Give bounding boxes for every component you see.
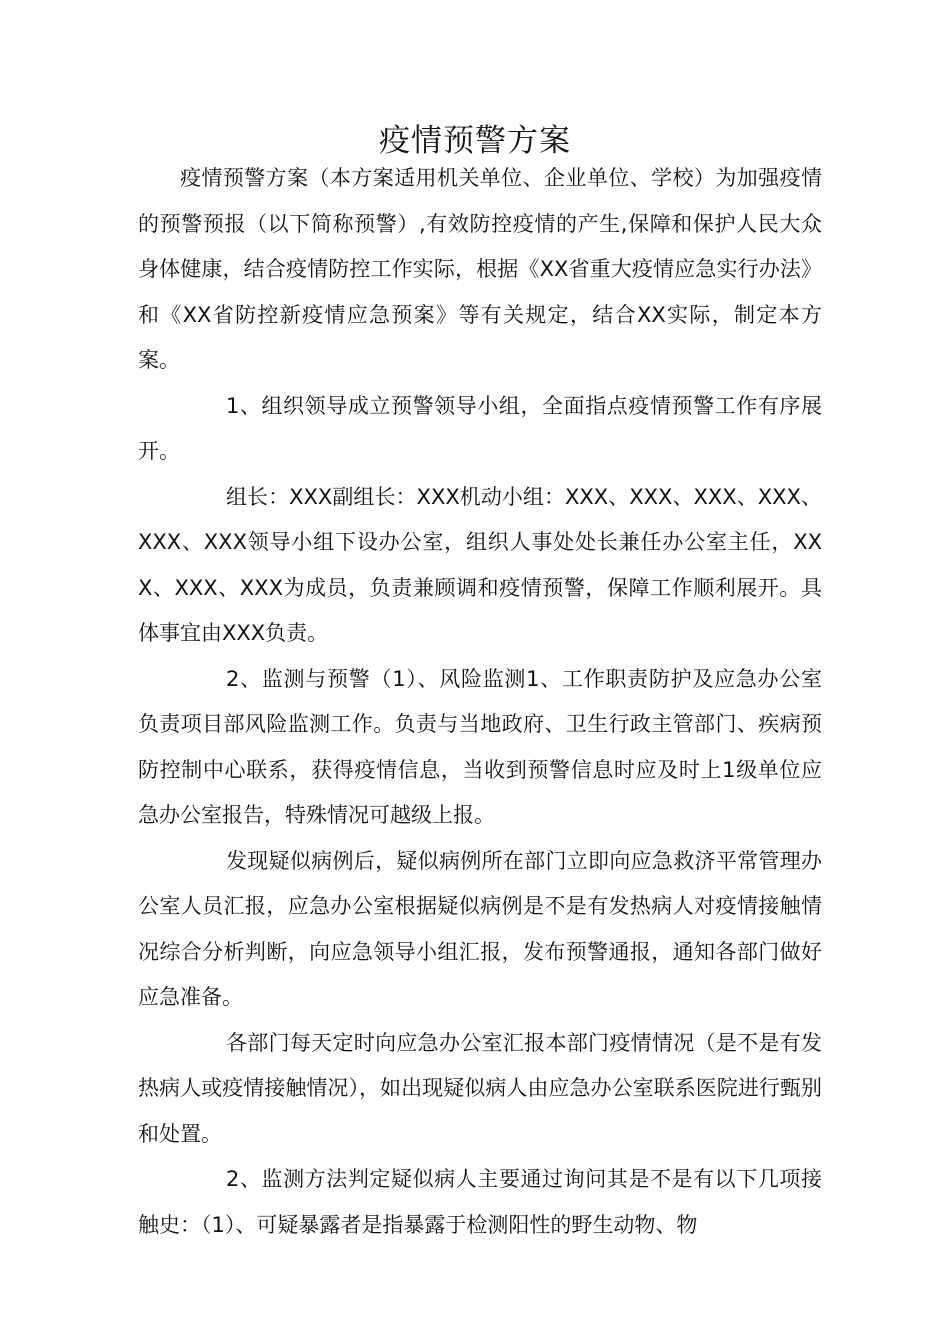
paragraph-daily-report: 各部门每天定时向应急办公室汇报本部门疫情情况（是不是有发热病人或疫情接触情况），如出现疑似病人由应急办公室联系医院进行甄别和处置。 (138, 1030, 822, 1146)
paragraph-intro: 疫情预警方案（本方案适用机关单位、企业单位、学校）为加强疫情的预警预报（以下简称预警）,有效防控疫情的产生,保障和保护人民大众身体健康，结合疫情防控工作实际，根据《XX省重大疫情应急实行办法》和《XX省防控新疫情应急预案》等有关规定，结合XX实际，制定本方案。 (138, 166, 822, 372)
paragraph-monitoring-method: 2、监测方法判定疑似病人主要通过询问其是不是有以下几项接触史：（1）、可疑暴露者是指暴露于检测阳性的野生动物、物 (138, 1167, 822, 1237)
page-title: 疫情预警方案 (379, 122, 571, 159)
paragraph-organization: 1、组织领导成立预警领导小组，全面指点疫情预警工作有序展开。 (138, 393, 822, 463)
paragraph-members: 组长：XXX副组长：XXX机动小组：XXX、XXX、XXX、XXX、XXX、XXX领导小组下设办公室，组织人事处处长兼任办公室主任，XXX、XXX、XXX为成员，负责兼顾调和疫情预警，保障工作顺利展开。具体事宜由XXX负责。 (138, 484, 822, 645)
paragraph-suspected-case: 发现疑似病例后，疑似病例所在部门立即向应急救济平常管理办公室人员汇报，应急办公室根据疑似病例是不是有发热病人对疫情接触情况综合分析判断，向应急领导小组汇报，发布预警通报，通知各部门做好应急准备。 (138, 848, 822, 1009)
paragraph-monitoring: 2、监测与预警（1）、风险监测1、工作职责防护及应急办公室负责项目部风险监测工作。负责与当地政府、卫生行政主管部门、疾病预防控制中心联系，获得疫情信息，当收到预警信息时应及时上1级单位应急办公室报告，特殊情况可越级上报。 (138, 666, 822, 827)
document-body (138, 156, 822, 1248)
